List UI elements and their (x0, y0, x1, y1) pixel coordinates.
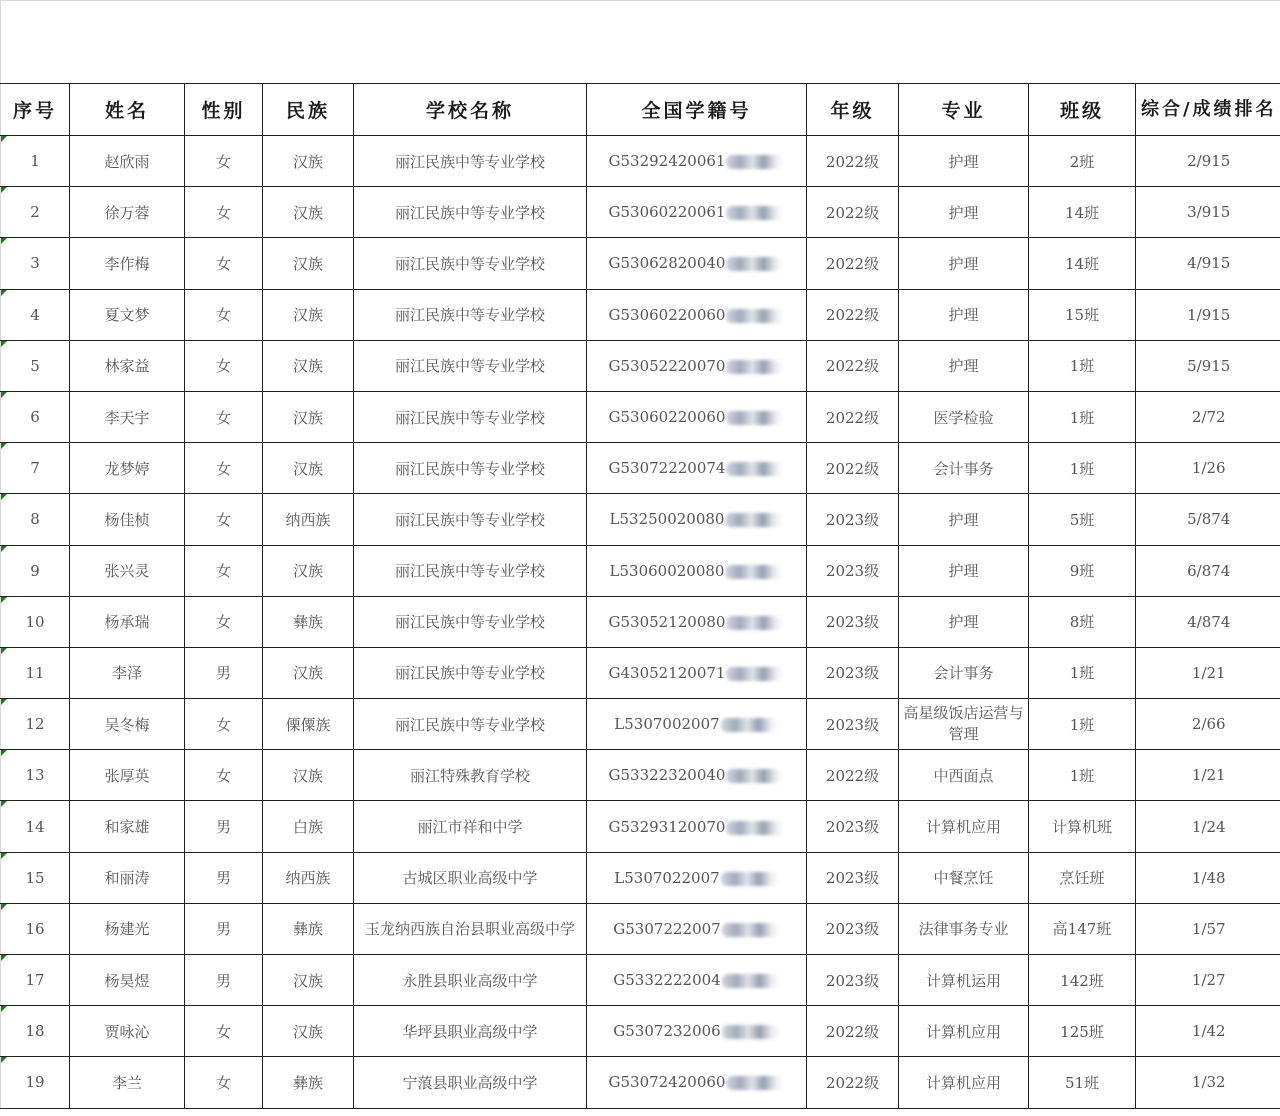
cell-no[interactable]: 2 (1, 187, 70, 238)
cell-gender[interactable]: 女 (185, 1006, 263, 1057)
cell-class[interactable]: 51班 (1029, 1057, 1136, 1108)
cell-grade[interactable]: 2023级 (807, 801, 899, 852)
cell-grade[interactable]: 2023级 (807, 903, 899, 954)
cell-no[interactable]: 14 (1, 801, 70, 852)
cell-name[interactable]: 和家雄 (70, 801, 185, 852)
cell-school[interactable]: 宁蒗县职业高级中学 (354, 1057, 587, 1108)
cell-ethnicity[interactable]: 纳西族 (263, 852, 354, 903)
cell-no[interactable]: 19 (1, 1057, 70, 1108)
cell-gender[interactable]: 女 (185, 750, 263, 801)
cell-grade[interactable]: 2022级 (807, 340, 899, 391)
cell-gender[interactable]: 女 (185, 289, 263, 340)
cell-gender[interactable]: 女 (185, 340, 263, 391)
redacted-blur (726, 257, 784, 271)
cell-ethnicity[interactable]: 汉族 (263, 187, 354, 238)
cell-ethnicity[interactable]: 纳西族 (263, 494, 354, 545)
student-id-visible: G53062820040 (608, 254, 726, 273)
cell-name[interactable]: 赵欣雨 (70, 136, 185, 187)
cell-no[interactable]: 6 (1, 391, 70, 442)
cell-ethnicity[interactable]: 汉族 (263, 647, 354, 698)
cell-gender[interactable]: 男 (185, 852, 263, 903)
cell-major[interactable]: 法律事务专业 (899, 903, 1029, 954)
cell-gender[interactable]: 女 (185, 187, 263, 238)
cell-ethnicity[interactable]: 汉族 (263, 340, 354, 391)
cell-gender[interactable]: 女 (185, 545, 263, 596)
cell-gender[interactable]: 男 (185, 801, 263, 852)
table-row (1, 801, 1280, 852)
cell-class[interactable]: 1班 (1029, 647, 1136, 698)
cell-gender[interactable]: 男 (185, 903, 263, 954)
table-row (1, 494, 1280, 545)
cell-school[interactable]: 丽江民族中等专业学校 (354, 340, 587, 391)
redacted-blur (722, 923, 780, 937)
redacted-blur (721, 718, 779, 732)
header-class[interactable]: 班级 (1029, 84, 1136, 136)
student-id-visible: G53060220060 (608, 305, 726, 324)
cell-student-id[interactable] (587, 647, 807, 698)
student-id-visible: G5307222007 (613, 919, 721, 938)
cell-name[interactable]: 杨承瑞 (70, 596, 185, 647)
cell-class[interactable]: 15班 (1029, 289, 1136, 340)
cell-major[interactable]: 高星级饭店运营与管理 (899, 699, 1029, 750)
cell-class[interactable]: 1班 (1029, 340, 1136, 391)
cell-name[interactable]: 徐万蓉 (70, 187, 185, 238)
cell-no[interactable]: 17 (1, 955, 70, 1006)
cell-rank[interactable]: 1/57 (1136, 903, 1280, 954)
cell-class[interactable]: 125班 (1029, 1006, 1136, 1057)
cell-grade[interactable]: 2022级 (807, 1057, 899, 1108)
cell-school[interactable]: 丽江民族中等专业学校 (354, 187, 587, 238)
cell-name[interactable]: 杨昊煜 (70, 955, 185, 1006)
cell-name[interactable]: 龙梦婷 (70, 443, 185, 494)
cell-class[interactable]: 1班 (1029, 443, 1136, 494)
cell-gender[interactable]: 男 (185, 955, 263, 1006)
cell-gender[interactable]: 女 (185, 494, 263, 545)
cell-rank[interactable]: 1/42 (1136, 1006, 1280, 1057)
cell-ethnicity[interactable]: 汉族 (263, 443, 354, 494)
cell-grade[interactable]: 2022级 (807, 136, 899, 187)
cell-no[interactable]: 5 (1, 340, 70, 391)
cell-school[interactable]: 丽江民族中等专业学校 (354, 136, 587, 187)
cell-student-id[interactable] (587, 801, 807, 852)
table-row (1, 955, 1280, 1006)
cell-gender[interactable]: 女 (185, 596, 263, 647)
redacted-blur (726, 206, 784, 220)
table-row (1, 443, 1280, 494)
cell-school[interactable]: 丽江民族中等专业学校 (354, 699, 587, 750)
cell-ethnicity[interactable]: 彝族 (263, 903, 354, 954)
cell-no[interactable]: 16 (1, 903, 70, 954)
cell-no[interactable]: 1 (1, 136, 70, 187)
cell-name[interactable]: 张厚英 (70, 750, 185, 801)
cell-rank[interactable]: 3/915 (1136, 187, 1280, 238)
cell-no[interactable]: 18 (1, 1006, 70, 1057)
cell-rank[interactable]: 2/915 (1136, 136, 1280, 187)
cell-grade[interactable]: 2022级 (807, 391, 899, 442)
cell-student-id[interactable] (587, 596, 807, 647)
student-id-visible: L5307002007 (614, 715, 720, 734)
cell-student-id[interactable] (587, 187, 807, 238)
cell-grade[interactable]: 2023级 (807, 955, 899, 1006)
cell-no[interactable]: 9 (1, 545, 70, 596)
cell-student-id[interactable] (587, 238, 807, 289)
header-rank[interactable]: 综合/成绩排名 (1136, 84, 1280, 136)
cell-no[interactable]: 7 (1, 443, 70, 494)
cell-ethnicity[interactable]: 傈僳族 (263, 699, 354, 750)
cell-school[interactable]: 丽江特殊教育学校 (354, 750, 587, 801)
cell-student-id[interactable] (587, 494, 807, 545)
cell-rank[interactable]: 1/21 (1136, 647, 1280, 698)
cell-rank[interactable]: 1/27 (1136, 955, 1280, 1006)
student-id-visible: G53060220060 (608, 408, 726, 427)
cell-student-id[interactable] (587, 443, 807, 494)
cell-class[interactable]: 1班 (1029, 391, 1136, 442)
header-major[interactable]: 专业 (899, 84, 1029, 136)
cell-major[interactable]: 护理 (899, 136, 1029, 187)
cell-school[interactable]: 玉龙纳西族自治县职业高级中学 (354, 903, 587, 954)
cell-ethnicity[interactable]: 汉族 (263, 238, 354, 289)
cell-name[interactable]: 和丽涛 (70, 852, 185, 903)
cell-name[interactable]: 李作梅 (70, 238, 185, 289)
student-id-visible: L5307022007 (614, 868, 720, 887)
cell-gender[interactable]: 女 (185, 699, 263, 750)
cell-student-id[interactable] (587, 955, 807, 1006)
table-row (1, 238, 1280, 289)
cell-rank[interactable]: 1/915 (1136, 289, 1280, 340)
cell-ethnicity[interactable]: 汉族 (263, 136, 354, 187)
cell-major[interactable]: 护理 (899, 187, 1029, 238)
cell-student-id[interactable] (587, 1006, 807, 1057)
cell-gender[interactable]: 女 (185, 136, 263, 187)
header-ethnicity[interactable]: 民族 (263, 84, 354, 136)
redacted-blur (726, 1076, 784, 1090)
table-row (1, 391, 1280, 442)
table-row (1, 699, 1280, 750)
student-id-visible: G53322320040 (608, 766, 726, 785)
cell-no[interactable]: 10 (1, 596, 70, 647)
table-row (1, 340, 1280, 391)
cell-class[interactable]: 5班 (1029, 494, 1136, 545)
redacted-blur (726, 155, 784, 169)
student-id-visible: L53060020080 (609, 561, 725, 580)
cell-grade[interactable]: 2023级 (807, 699, 899, 750)
student-id-visible: G53060220061 (608, 203, 726, 222)
cell-class[interactable]: 14班 (1029, 238, 1136, 289)
cell-grade[interactable]: 2022级 (807, 187, 899, 238)
sheet-title-area (0, 0, 1280, 83)
table-row (1, 596, 1280, 647)
cell-student-id[interactable] (587, 289, 807, 340)
redacted-blur (726, 309, 784, 323)
cell-gender[interactable]: 女 (185, 443, 263, 494)
cell-grade[interactable]: 2022级 (807, 289, 899, 340)
cell-school[interactable]: 华坪县职业高级中学 (354, 1006, 587, 1057)
cell-rank[interactable]: 2/66 (1136, 699, 1280, 750)
cell-school[interactable]: 丽江民族中等专业学校 (354, 494, 587, 545)
student-id-visible: G53052120080 (608, 612, 726, 631)
cell-no[interactable]: 11 (1, 647, 70, 698)
cell-major[interactable]: 计算机应用 (899, 1006, 1029, 1057)
header-row (1, 84, 1280, 136)
cell-major[interactable]: 计算机应用 (899, 1057, 1029, 1108)
cell-major[interactable]: 计算机运用 (899, 955, 1029, 1006)
table-row (1, 545, 1280, 596)
cell-rank[interactable]: 1/48 (1136, 852, 1280, 903)
table-row (1, 1006, 1280, 1057)
redacted-blur (726, 769, 784, 783)
cell-grade[interactable]: 2022级 (807, 443, 899, 494)
cell-rank[interactable]: 4/874 (1136, 596, 1280, 647)
cell-rank[interactable]: 4/915 (1136, 238, 1280, 289)
cell-grade[interactable]: 2023级 (807, 494, 899, 545)
cell-major[interactable]: 医学检验 (899, 391, 1029, 442)
table-row (1, 1057, 1280, 1108)
cell-class[interactable]: 9班 (1029, 545, 1136, 596)
cell-gender[interactable]: 女 (185, 1057, 263, 1108)
redacted-blur (725, 565, 783, 579)
cell-grade[interactable]: 2022级 (807, 750, 899, 801)
cell-name[interactable]: 李天宇 (70, 391, 185, 442)
student-id-visible: G53292420061 (608, 152, 726, 171)
cell-name[interactable]: 张兴灵 (70, 545, 185, 596)
redacted-blur (726, 821, 784, 835)
cell-ethnicity[interactable]: 汉族 (263, 289, 354, 340)
cell-class[interactable]: 142班 (1029, 955, 1136, 1006)
cell-class[interactable]: 1班 (1029, 699, 1136, 750)
cell-student-id[interactable] (587, 903, 807, 954)
redacted-blur (725, 513, 783, 527)
cell-rank[interactable]: 1/32 (1136, 1057, 1280, 1108)
student-id-visible: G43052120071 (608, 663, 726, 682)
cell-name[interactable]: 李兰 (70, 1057, 185, 1108)
cell-major[interactable]: 会计事务 (899, 443, 1029, 494)
header-student-id[interactable]: 全国学籍号 (587, 84, 807, 136)
cell-school[interactable]: 永胜县职业高级中学 (354, 955, 587, 1006)
cell-school[interactable]: 古城区职业高级中学 (354, 852, 587, 903)
student-id-visible: G5332222004 (613, 971, 721, 990)
cell-school[interactable]: 丽江民族中等专业学校 (354, 596, 587, 647)
table-row (1, 289, 1280, 340)
header-grade[interactable]: 年级 (807, 84, 899, 136)
cell-major[interactable]: 会计事务 (899, 647, 1029, 698)
cell-school[interactable]: 丽江民族中等专业学校 (354, 443, 587, 494)
cell-ethnicity[interactable]: 汉族 (263, 391, 354, 442)
cell-ethnicity[interactable]: 汉族 (263, 750, 354, 801)
cell-school[interactable]: 丽江民族中等专业学校 (354, 238, 587, 289)
redacted-blur (722, 1025, 780, 1039)
cell-ethnicity[interactable]: 汉族 (263, 1006, 354, 1057)
cell-name[interactable]: 吴冬梅 (70, 699, 185, 750)
cell-major[interactable]: 护理 (899, 596, 1029, 647)
student-id-visible: G53072220074 (608, 459, 726, 478)
cell-student-id[interactable] (587, 391, 807, 442)
cell-school[interactable]: 丽江民族中等专业学校 (354, 289, 587, 340)
table-row (1, 903, 1280, 954)
student-id-visible: G53293120070 (608, 817, 726, 836)
cell-school[interactable]: 丽江民族中等专业学校 (354, 391, 587, 442)
cell-no[interactable]: 13 (1, 750, 70, 801)
cell-major[interactable]: 计算机应用 (899, 801, 1029, 852)
redacted-blur (726, 616, 784, 630)
table-row (1, 750, 1280, 801)
cell-school[interactable]: 丽江民族中等专业学校 (354, 647, 587, 698)
student-id-visible: G53052220070 (608, 356, 726, 375)
table-row (1, 852, 1280, 903)
student-id-visible: G5307232006 (613, 1022, 721, 1041)
cell-rank[interactable]: 5/915 (1136, 340, 1280, 391)
redacted-blur (726, 411, 784, 425)
cell-student-id[interactable] (587, 852, 807, 903)
redacted-blur (726, 360, 784, 374)
cell-no[interactable]: 12 (1, 699, 70, 750)
cell-student-id[interactable] (587, 1057, 807, 1108)
header-no[interactable]: 序号 (1, 84, 70, 136)
cell-name[interactable]: 林家益 (70, 340, 185, 391)
header-name[interactable]: 姓名 (70, 84, 185, 136)
cell-class[interactable]: 烹饪班 (1029, 852, 1136, 903)
cell-name[interactable]: 杨建光 (70, 903, 185, 954)
cell-major[interactable]: 中西面点 (899, 750, 1029, 801)
cell-no[interactable]: 4 (1, 289, 70, 340)
cell-student-id[interactable] (587, 136, 807, 187)
cell-name[interactable]: 贾咏沁 (70, 1006, 185, 1057)
header-gender[interactable]: 性别 (185, 84, 263, 136)
cell-major[interactable]: 护理 (899, 545, 1029, 596)
cell-no[interactable]: 8 (1, 494, 70, 545)
cell-class[interactable]: 14班 (1029, 187, 1136, 238)
cell-school[interactable]: 丽江市祥和中学 (354, 801, 587, 852)
cell-student-id[interactable] (587, 699, 807, 750)
cell-class[interactable]: 2班 (1029, 136, 1136, 187)
cell-student-id[interactable] (587, 545, 807, 596)
redacted-blur (722, 974, 780, 988)
cell-gender[interactable]: 女 (185, 391, 263, 442)
cell-ethnicity[interactable]: 汉族 (263, 955, 354, 1006)
cell-rank[interactable]: 1/24 (1136, 801, 1280, 852)
cell-school[interactable]: 丽江民族中等专业学校 (354, 545, 587, 596)
student-ranking-table (0, 83, 1280, 1109)
cell-grade[interactable]: 2022级 (807, 238, 899, 289)
cell-gender[interactable]: 女 (185, 238, 263, 289)
redacted-blur (726, 462, 784, 476)
cell-name[interactable]: 杨佳桢 (70, 494, 185, 545)
cell-major[interactable]: 护理 (899, 340, 1029, 391)
cell-name[interactable]: 夏文梦 (70, 289, 185, 340)
cell-ethnicity[interactable]: 彝族 (263, 596, 354, 647)
cell-student-id[interactable] (587, 750, 807, 801)
cell-ethnicity[interactable]: 白族 (263, 801, 354, 852)
cell-rank[interactable]: 1/21 (1136, 750, 1280, 801)
cell-rank[interactable]: 5/874 (1136, 494, 1280, 545)
cell-name[interactable]: 李泽 (70, 647, 185, 698)
cell-class[interactable]: 计算机班 (1029, 801, 1136, 852)
cell-grade[interactable]: 2022级 (807, 1006, 899, 1057)
header-school[interactable]: 学校名称 (354, 84, 587, 136)
cell-ethnicity[interactable]: 彝族 (263, 1057, 354, 1108)
table-row (1, 187, 1280, 238)
cell-no[interactable]: 15 (1, 852, 70, 903)
cell-major[interactable]: 护理 (899, 238, 1029, 289)
cell-grade[interactable]: 2023级 (807, 647, 899, 698)
cell-class[interactable]: 8班 (1029, 596, 1136, 647)
cell-grade[interactable]: 2023级 (807, 596, 899, 647)
cell-class[interactable]: 1班 (1029, 750, 1136, 801)
cell-rank[interactable]: 2/72 (1136, 391, 1280, 442)
student-id-visible: G53072420060 (608, 1073, 726, 1092)
table-row (1, 647, 1280, 698)
student-id-visible: L53250020080 (609, 510, 725, 529)
cell-grade[interactable]: 2023级 (807, 545, 899, 596)
cell-gender[interactable]: 男 (185, 647, 263, 698)
cell-class[interactable]: 高147班 (1029, 903, 1136, 954)
table-row (1, 136, 1280, 187)
cell-rank[interactable]: 6/874 (1136, 545, 1280, 596)
cell-ethnicity[interactable]: 汉族 (263, 545, 354, 596)
redacted-blur (721, 872, 779, 886)
cell-grade[interactable]: 2023级 (807, 852, 899, 903)
cell-major[interactable]: 护理 (899, 494, 1029, 545)
cell-student-id[interactable] (587, 340, 807, 391)
cell-rank[interactable]: 1/26 (1136, 443, 1280, 494)
redacted-blur (726, 667, 784, 681)
cell-major[interactable]: 中餐烹饪 (899, 852, 1029, 903)
cell-major[interactable]: 护理 (899, 289, 1029, 340)
cell-no[interactable]: 3 (1, 238, 70, 289)
